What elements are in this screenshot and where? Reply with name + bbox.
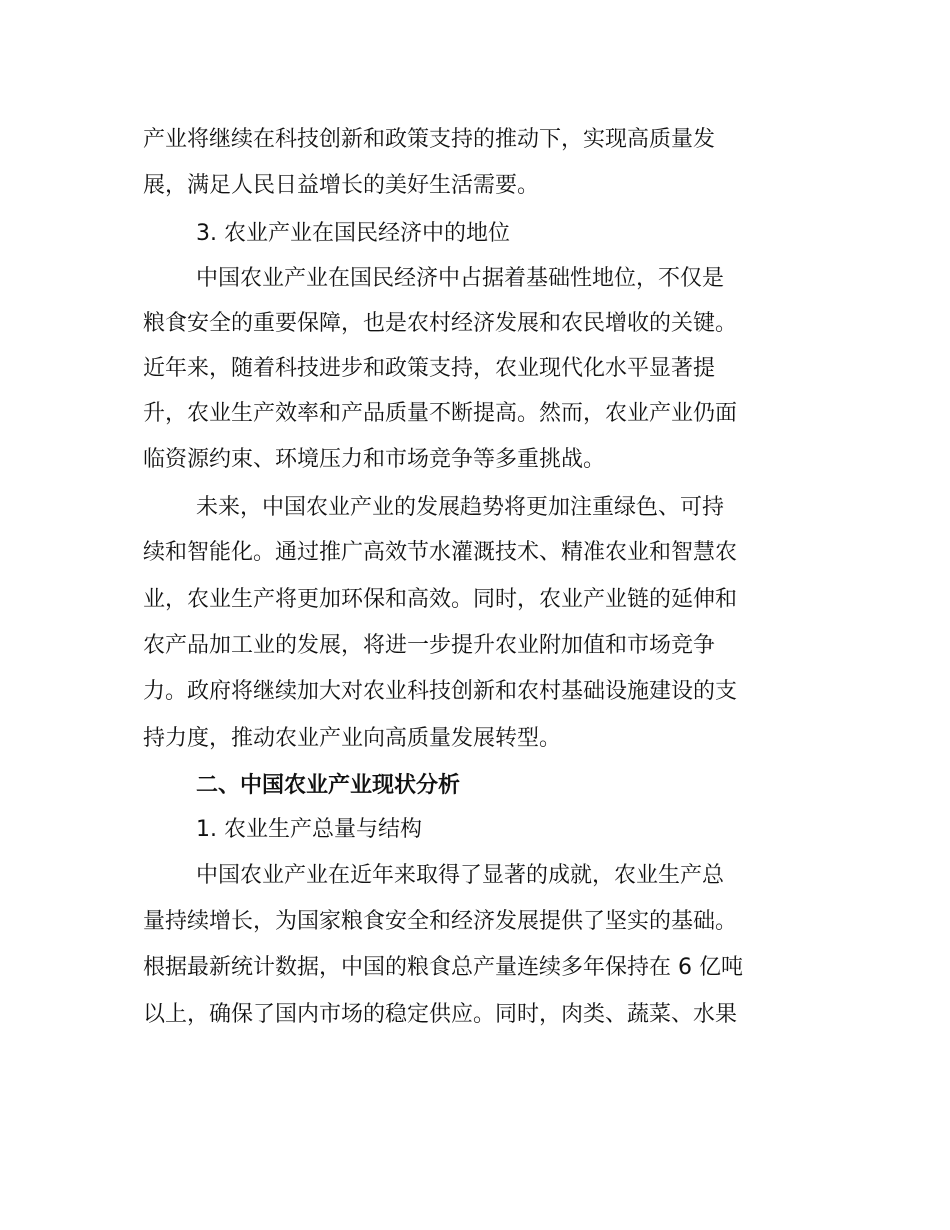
- paragraph-line: 持力度，推动农业产业向高质量发展转型。: [143, 726, 562, 751]
- paragraph-line: 展，满足人民日益增长的美好生活需要。: [143, 173, 540, 198]
- paragraph-line: 力。政府将继续加大对农业科技创新和农村基础设施建设的支: [143, 679, 738, 704]
- paragraph-line: 中国农业产业在近年来取得了显著的成就，农业生产总: [196, 863, 725, 888]
- paragraph-line: 近年来，随着科技进步和政策支持，农业现代化水平显著提: [143, 356, 716, 381]
- paragraph-line: 未来，中国农业产业的发展趋势将更加注重绿色、可持: [196, 495, 725, 520]
- paragraph-line: 以上，确保了国内市场的稳定供应。同时，肉类、蔬菜、水果: [143, 1002, 738, 1027]
- paragraph-line: 粮食安全的重要保障，也是农村经济发展和农民增收的关键。: [143, 311, 738, 336]
- chapter-heading: 二、中国农业产业现状分析: [196, 773, 461, 798]
- paragraph-line: 临资源约束、环境压力和市场竞争等多重挑战。: [143, 447, 606, 472]
- paragraph-line: 产业将继续在科技创新和政策支持的推动下，实现高质量发: [143, 127, 716, 152]
- paragraph-line: 续和智能化。通过推广高效节水灌溉技术、精准农业和智慧农: [143, 540, 738, 565]
- paragraph-line: 农产品加工业的发展，将进一步提升农业附加值和市场竞争: [143, 633, 716, 658]
- section-heading: 3. 农业产业在国民经济中的地位: [196, 221, 510, 246]
- paragraph-line: 量持续增长，为国家粮食安全和经济发展提供了坚实的基础。: [143, 909, 738, 934]
- section-heading: 1. 农业生产总量与结构: [196, 817, 422, 842]
- paragraph-line: 根据最新统计数据，中国的粮食总产量连续多年保持在 6 亿吨: [143, 955, 743, 980]
- paragraph-line: 升，农业生产效率和产品质量不断提高。然而，农业产业仍面: [143, 401, 738, 426]
- paragraph-line: 中国农业产业在国民经济中占据着基础性地位，不仅是: [196, 266, 725, 291]
- paragraph-line: 业，农业生产将更加环保和高效。同时，农业产业链的延伸和: [143, 587, 738, 612]
